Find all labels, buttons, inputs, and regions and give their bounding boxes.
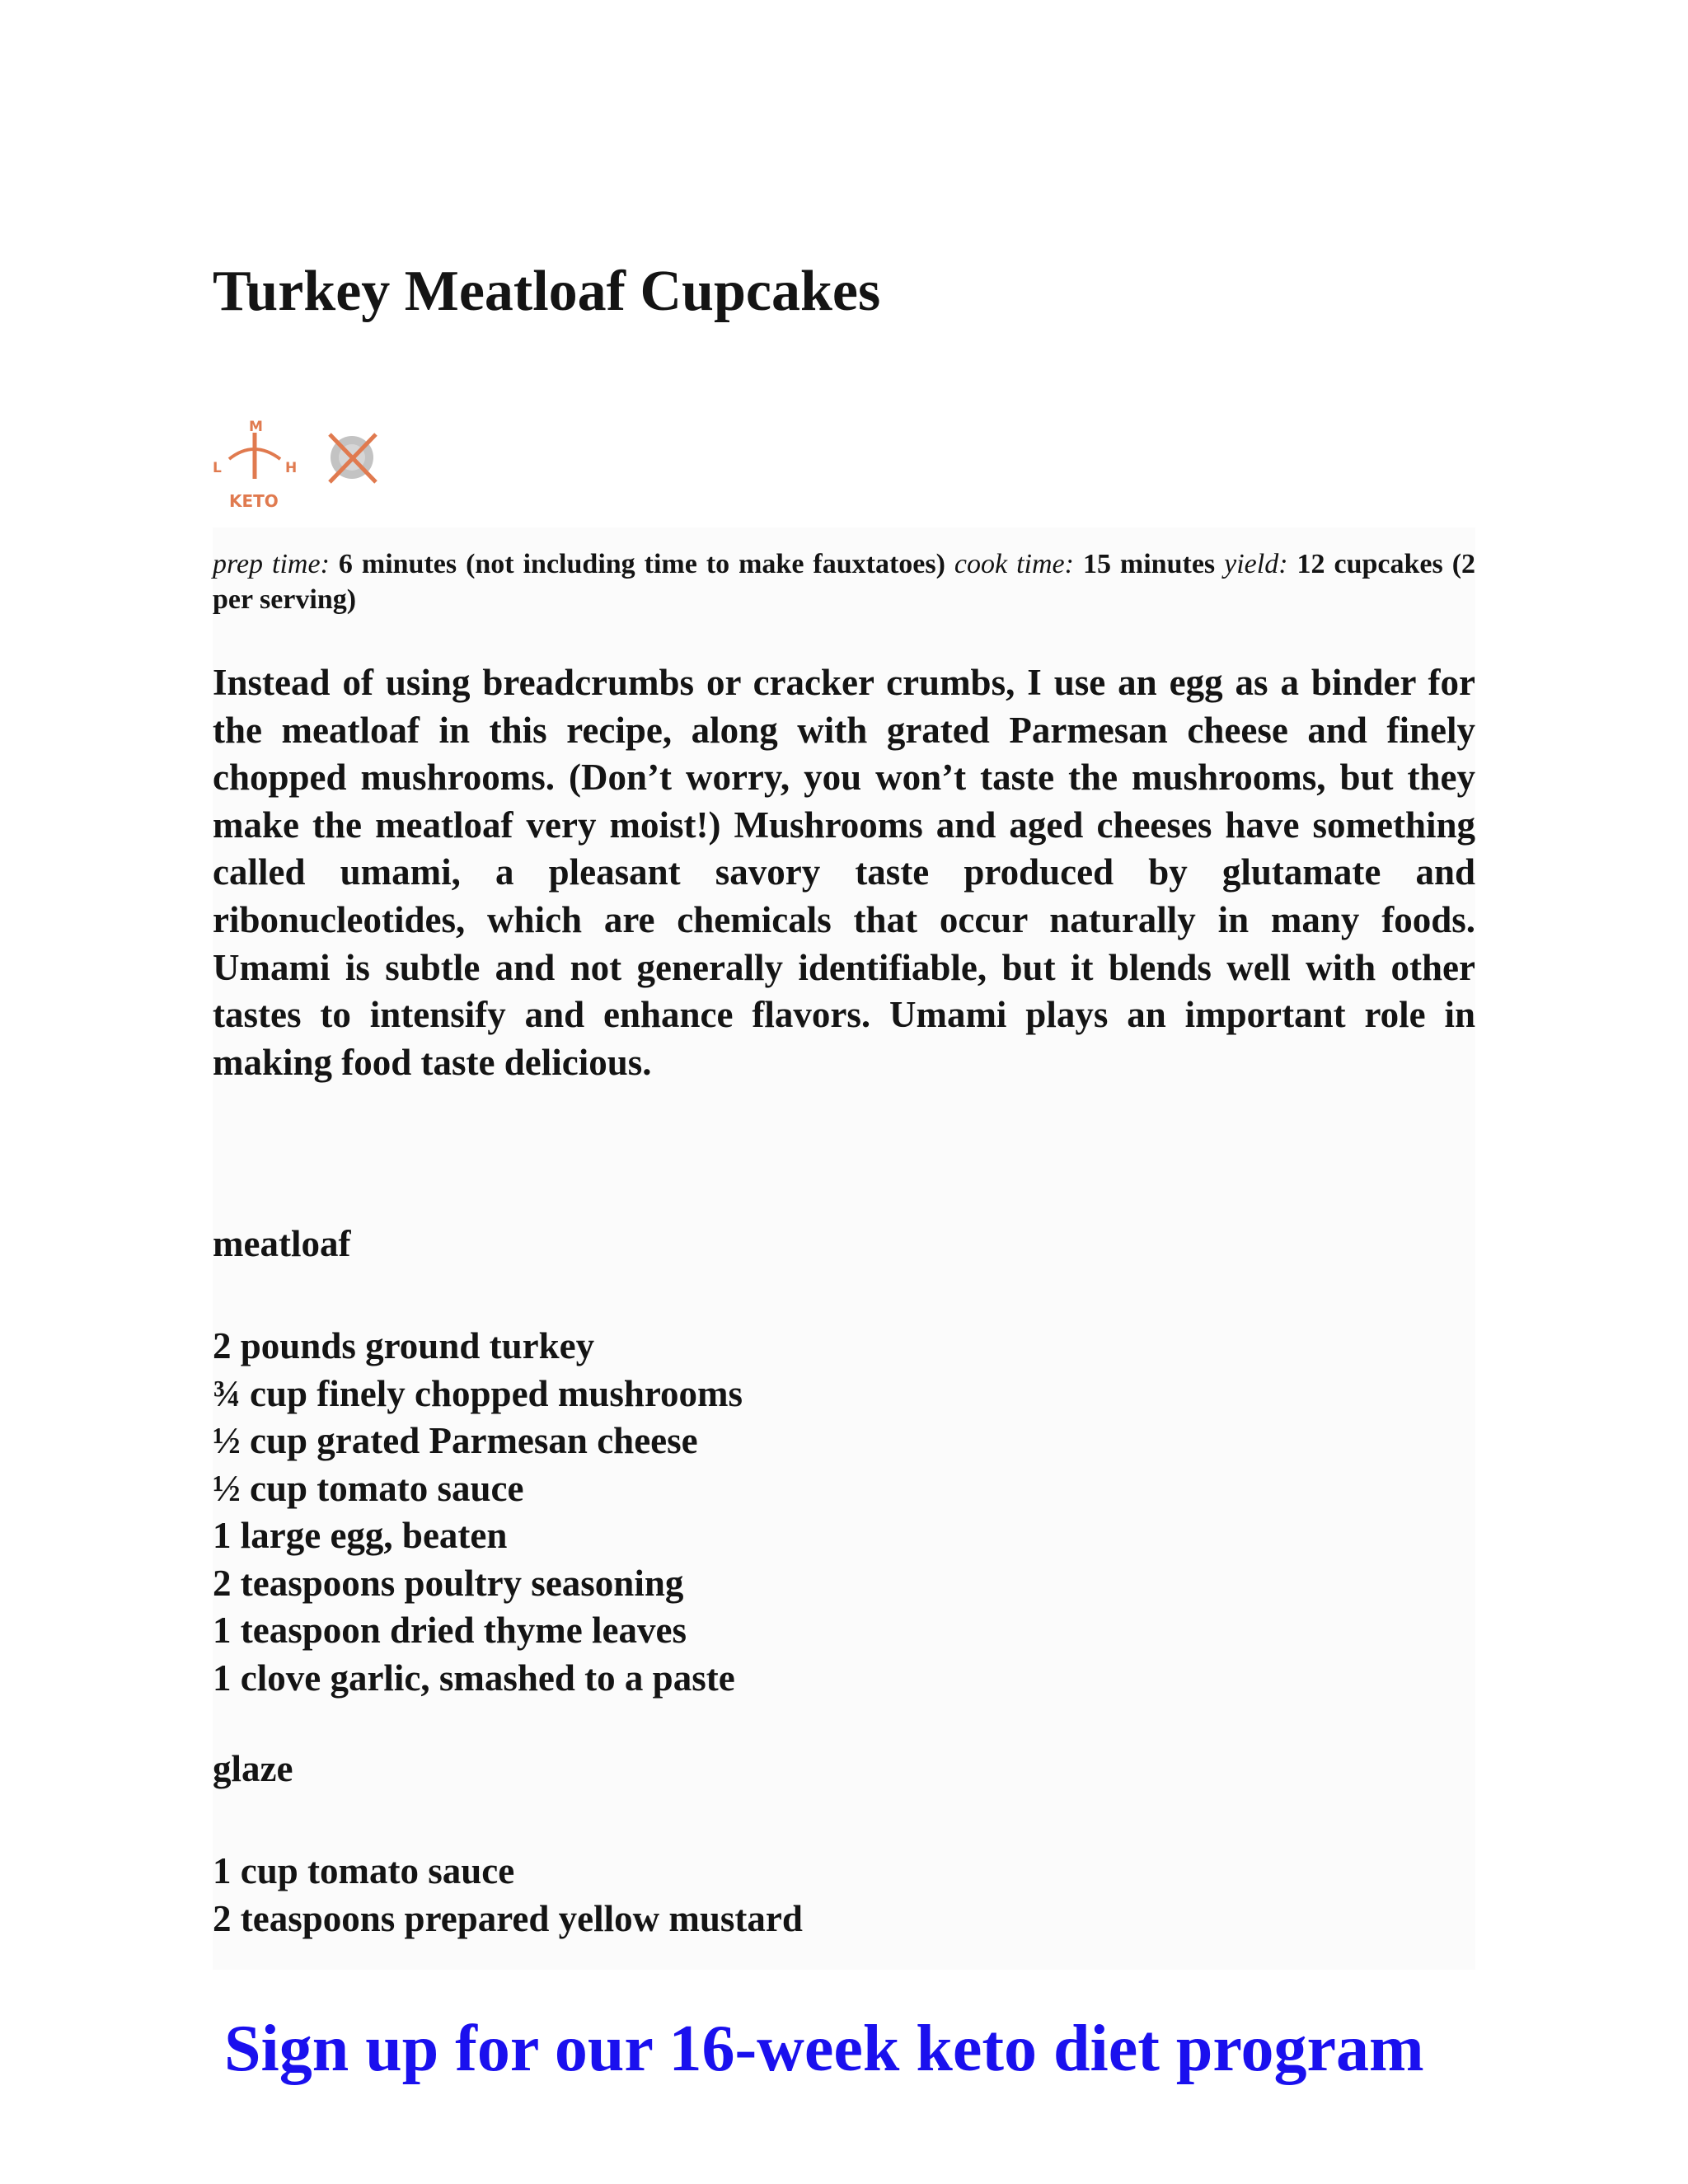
ingredient-item: 1 large egg, beaten bbox=[213, 1515, 508, 1556]
cook-time-value: 15 minutes bbox=[1082, 549, 1216, 579]
ingredient-item: ¾ cup finely chopped mushrooms bbox=[213, 1372, 743, 1414]
cook-time-label: cook time: bbox=[954, 549, 1074, 579]
keto-meter-letter-h: H bbox=[285, 460, 298, 476]
recipe-meta bbox=[213, 546, 1475, 617]
ingredient-item: ½ cup tomato sauce bbox=[213, 1467, 524, 1509]
yield-label: yield: bbox=[1224, 549, 1288, 579]
ingredient-list-meatloaf bbox=[213, 1323, 743, 1702]
yield-value: 12 cupcakes (2 per serving) bbox=[213, 549, 1476, 615]
keto-meter-caption: KETO bbox=[229, 491, 279, 511]
recipe-badges bbox=[204, 416, 402, 515]
ingredient-item: 2 teaspoons prepared yellow mustard bbox=[213, 1897, 803, 1939]
ingredient-item: 1 cup tomato sauce bbox=[213, 1850, 515, 1891]
crossed-out-dairy-icon bbox=[330, 434, 376, 482]
section-heading-meatloaf: meatloaf bbox=[213, 1223, 351, 1264]
prep-time-value: 6 minutes (not including time to make fauxtatoes) bbox=[338, 549, 945, 579]
ingredient-list-glaze bbox=[213, 1848, 803, 1943]
ingredient-item: 1 teaspoon dried thyme leaves bbox=[213, 1610, 687, 1651]
keto-meter-letter-m: M bbox=[249, 419, 263, 435]
signup-link[interactable]: Sign up for our 16-week keto diet program bbox=[224, 2013, 1424, 2085]
recipe-intro: Instead of using breadcrumbs or cracker crumbs, I use an egg as a binder for the meatloaf in this recipe, along with grated Parmesan cheese and finely chopped mushrooms. (Don’t worry, you won’t taste the mushrooms, but they make the meatloaf very moist!) Mushrooms and aged cheeses have something called umami, a pleasant savory taste produced by glutamate and ribonucleotides, which are chemicals that occur naturally in many foods. Umami is subtle and not generally identifiable, but it blends well with other tastes to intensify and enhance flavors. Umami plays an important role in making food taste delicious. bbox=[213, 662, 1475, 1083]
ingredient-item: 2 teaspoons poultry seasoning bbox=[213, 1562, 684, 1604]
ingredient-item: 1 clove garlic, smashed to a paste bbox=[213, 1657, 735, 1699]
prep-time-label: prep time: bbox=[213, 549, 330, 579]
section-heading-glaze: glaze bbox=[213, 1748, 293, 1789]
recipe-title: Turkey Meatloaf Cupcakes bbox=[213, 260, 881, 323]
keto-meter-letter-l: L bbox=[213, 460, 222, 476]
keto-meter-icon bbox=[213, 419, 297, 511]
ingredient-item: 2 pounds ground turkey bbox=[213, 1325, 595, 1366]
ingredient-item: ½ cup grated Parmesan cheese bbox=[213, 1420, 698, 1461]
